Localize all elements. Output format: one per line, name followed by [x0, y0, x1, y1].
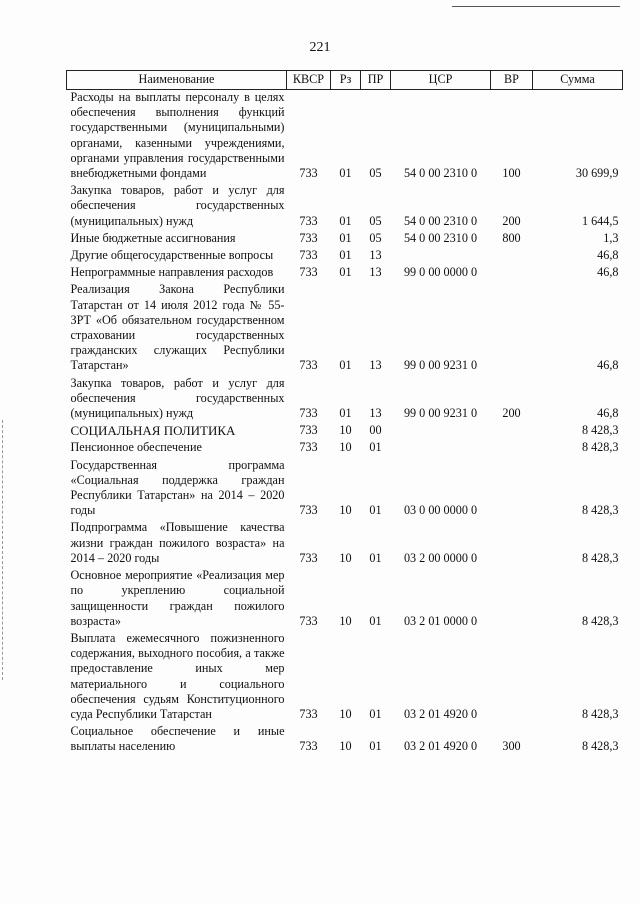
cell-csr: 99 0 00 9231 0: [403, 358, 478, 373]
cell-csr: 54 0 00 2310 0: [403, 230, 478, 245]
cell-csr: 03 0 00 0000 0: [403, 503, 478, 518]
cell-name: Другие общегосударственные вопросы: [70, 248, 274, 263]
cell-csr: 03 2 00 0000 0: [403, 550, 478, 565]
cell-name: Непрограммные направления расходов: [70, 265, 274, 280]
cell-vr: [491, 282, 533, 375]
cell-pr: 13: [369, 406, 382, 421]
cell-name: СОЦИАЛЬНАЯ ПОЛИТИКА: [70, 423, 236, 439]
table-row: [67, 631, 623, 724]
cell-vr: [491, 440, 533, 457]
cell-vr: [491, 568, 533, 631]
cell-pr: 01: [369, 613, 382, 628]
table-row: [67, 568, 623, 631]
cell-name: Закупка товаров, работ и услуг для обеспечения государственных (муниципальных) нужд: [70, 183, 285, 228]
cell-sum: 30 699,9: [575, 166, 619, 181]
cell-kvsr: 733: [299, 550, 318, 565]
cell-sum: 46,8: [597, 406, 619, 421]
table-row: [67, 440, 623, 457]
table-row: [67, 183, 623, 231]
cell-pr: 13: [369, 265, 382, 280]
cell-rz: 10: [339, 613, 352, 628]
cell-kvsr: 733: [299, 406, 318, 421]
column-header-rz: Рз: [331, 71, 361, 90]
cell-vr: [491, 248, 533, 265]
table-header-row: [67, 71, 623, 90]
cell-kvsr: 733: [299, 613, 318, 628]
table-row: [67, 520, 623, 568]
cell-kvsr: 733: [299, 166, 318, 181]
cell-name: Закупка товаров, работ и услуг для обеспечения государственных (муниципальных) нужд: [70, 375, 285, 421]
cell-name: Выплата ежемесячного пожизненного содержания, выходного пособия, а также предоставление иных мер материального и социального обеспечения судьям Конституционного суда Республики Татарстан: [70, 630, 285, 721]
column-header-sum: Сумма: [533, 71, 623, 90]
cell-rz: 10: [339, 739, 352, 754]
cell-csr: [391, 440, 491, 457]
cell-name: Иные бюджетные ассигнования: [70, 230, 236, 245]
cell-vr: [491, 520, 533, 568]
cell-name: Расходы на выплаты персоналу в целях обеспечения выполнения функций государственными (муниципальными) органами, казенными учреждениями, органами управления государственными внебюджетными фондами: [70, 90, 285, 181]
cell-kvsr: 733: [299, 706, 318, 721]
cell-rz: 10: [339, 550, 352, 565]
scan-margin-marks: [2, 420, 5, 680]
cell-kvsr: 733: [299, 503, 318, 518]
column-header-name: Наименование: [67, 71, 287, 90]
cell-pr: 13: [369, 248, 382, 263]
cell-rz: 10: [339, 503, 352, 518]
cell-csr: 99 0 00 0000 0: [403, 265, 478, 280]
cell-kvsr: 733: [299, 739, 318, 754]
cell-sum: 8 428,3: [581, 440, 619, 455]
table-row: [67, 724, 623, 756]
cell-csr: 99 0 00 9231 0: [403, 406, 478, 421]
cell-sum: 1,3: [603, 230, 619, 245]
cell-sum: 1 644,5: [581, 213, 619, 228]
cell-csr: 54 0 00 2310 0: [403, 213, 478, 228]
column-header-kvsr: КВСР: [287, 71, 331, 90]
cell-sum: 46,8: [597, 248, 619, 263]
cell-kvsr: 733: [299, 230, 318, 245]
cell-kvsr: 733: [299, 213, 318, 228]
table-row: [67, 248, 623, 265]
cell-sum: 46,8: [597, 358, 619, 373]
cell-vr: 200: [502, 406, 521, 421]
cell-vr: [491, 631, 533, 724]
cell-pr: 01: [369, 706, 382, 721]
cell-csr: 03 2 01 4920 0: [403, 739, 478, 754]
cell-pr: 05: [369, 213, 382, 228]
page-number: 221: [309, 40, 331, 55]
cell-sum: 8 428,3: [581, 423, 619, 438]
cell-name: Подпрограмма «Повышение качества жизни граждан пожилого возраста» на 2014 – 2020 годы: [70, 520, 285, 565]
cell-vr: 200: [502, 213, 521, 228]
cell-vr: [491, 423, 533, 440]
cell-pr: 01: [369, 440, 382, 455]
table-row: [67, 423, 623, 440]
column-header-vr: ВР: [491, 71, 533, 90]
cell-kvsr: 733: [299, 440, 318, 455]
cell-csr: [391, 423, 491, 440]
cell-csr: 03 2 01 4920 0: [403, 706, 478, 721]
cell-kvsr: 733: [299, 358, 318, 373]
cell-vr: [491, 265, 533, 282]
cell-sum: 8 428,3: [581, 613, 619, 628]
table-row: [67, 376, 623, 424]
table-row: [67, 231, 623, 248]
cell-rz: 01: [339, 248, 352, 263]
cell-rz: 10: [339, 706, 352, 721]
cell-csr: 03 2 01 0000 0: [403, 613, 478, 628]
cell-rz: 01: [339, 166, 352, 181]
column-header-csr: ЦСР: [391, 71, 491, 90]
cell-name: Реализация Закона Республики Татарстан от 14 июля 2012 года № 55-ЗРТ «Об обязательном государственном страховании государственных гражданских служащих Республики Татарстан»: [70, 282, 285, 373]
cell-name: Социальное обеспечение и иные выплаты населению: [70, 724, 285, 754]
cell-vr: 300: [502, 739, 521, 754]
cell-name: Пенсионное обеспечение: [70, 440, 202, 455]
cell-pr: 01: [369, 739, 382, 754]
top-rule: [452, 6, 620, 7]
cell-csr: [391, 248, 491, 265]
cell-pr: 13: [369, 358, 382, 373]
cell-rz: 01: [339, 358, 352, 373]
cell-vr: [491, 458, 533, 521]
cell-csr: 54 0 00 2310 0: [403, 166, 478, 181]
cell-kvsr: 733: [299, 265, 318, 280]
cell-kvsr: 733: [299, 248, 318, 263]
cell-sum: 8 428,3: [581, 550, 619, 565]
cell-rz: 01: [339, 265, 352, 280]
cell-vr: 100: [502, 166, 521, 181]
cell-pr: 01: [369, 550, 382, 565]
table-row: [67, 458, 623, 521]
budget-table: [66, 70, 623, 757]
cell-rz: 10: [339, 423, 352, 438]
cell-rz: 01: [339, 406, 352, 421]
table-row: [67, 90, 623, 184]
cell-name: Государственная программа «Социальная поддержка граждан Республики Татарстан» на 2014 – 2020 годы: [70, 457, 285, 518]
cell-name: Основное мероприятие «Реализация мер по укреплению социальной защищенности граждан пожилого возраста»: [70, 568, 285, 628]
cell-vr: 800: [502, 230, 521, 245]
cell-kvsr: 733: [299, 423, 318, 438]
cell-sum: 46,8: [597, 265, 619, 280]
table-row: [67, 282, 623, 375]
cell-rz: 10: [339, 440, 352, 455]
column-header-pr: ПР: [361, 71, 391, 90]
cell-rz: 01: [339, 213, 352, 228]
table-row: [67, 265, 623, 282]
cell-sum: 8 428,3: [581, 739, 619, 754]
cell-rz: 01: [339, 230, 352, 245]
cell-pr: 01: [369, 503, 382, 518]
cell-sum: 8 428,3: [581, 706, 619, 721]
cell-pr: 05: [369, 166, 382, 181]
cell-pr: 05: [369, 230, 382, 245]
cell-sum: 8 428,3: [581, 503, 619, 518]
cell-pr: 00: [369, 423, 382, 438]
